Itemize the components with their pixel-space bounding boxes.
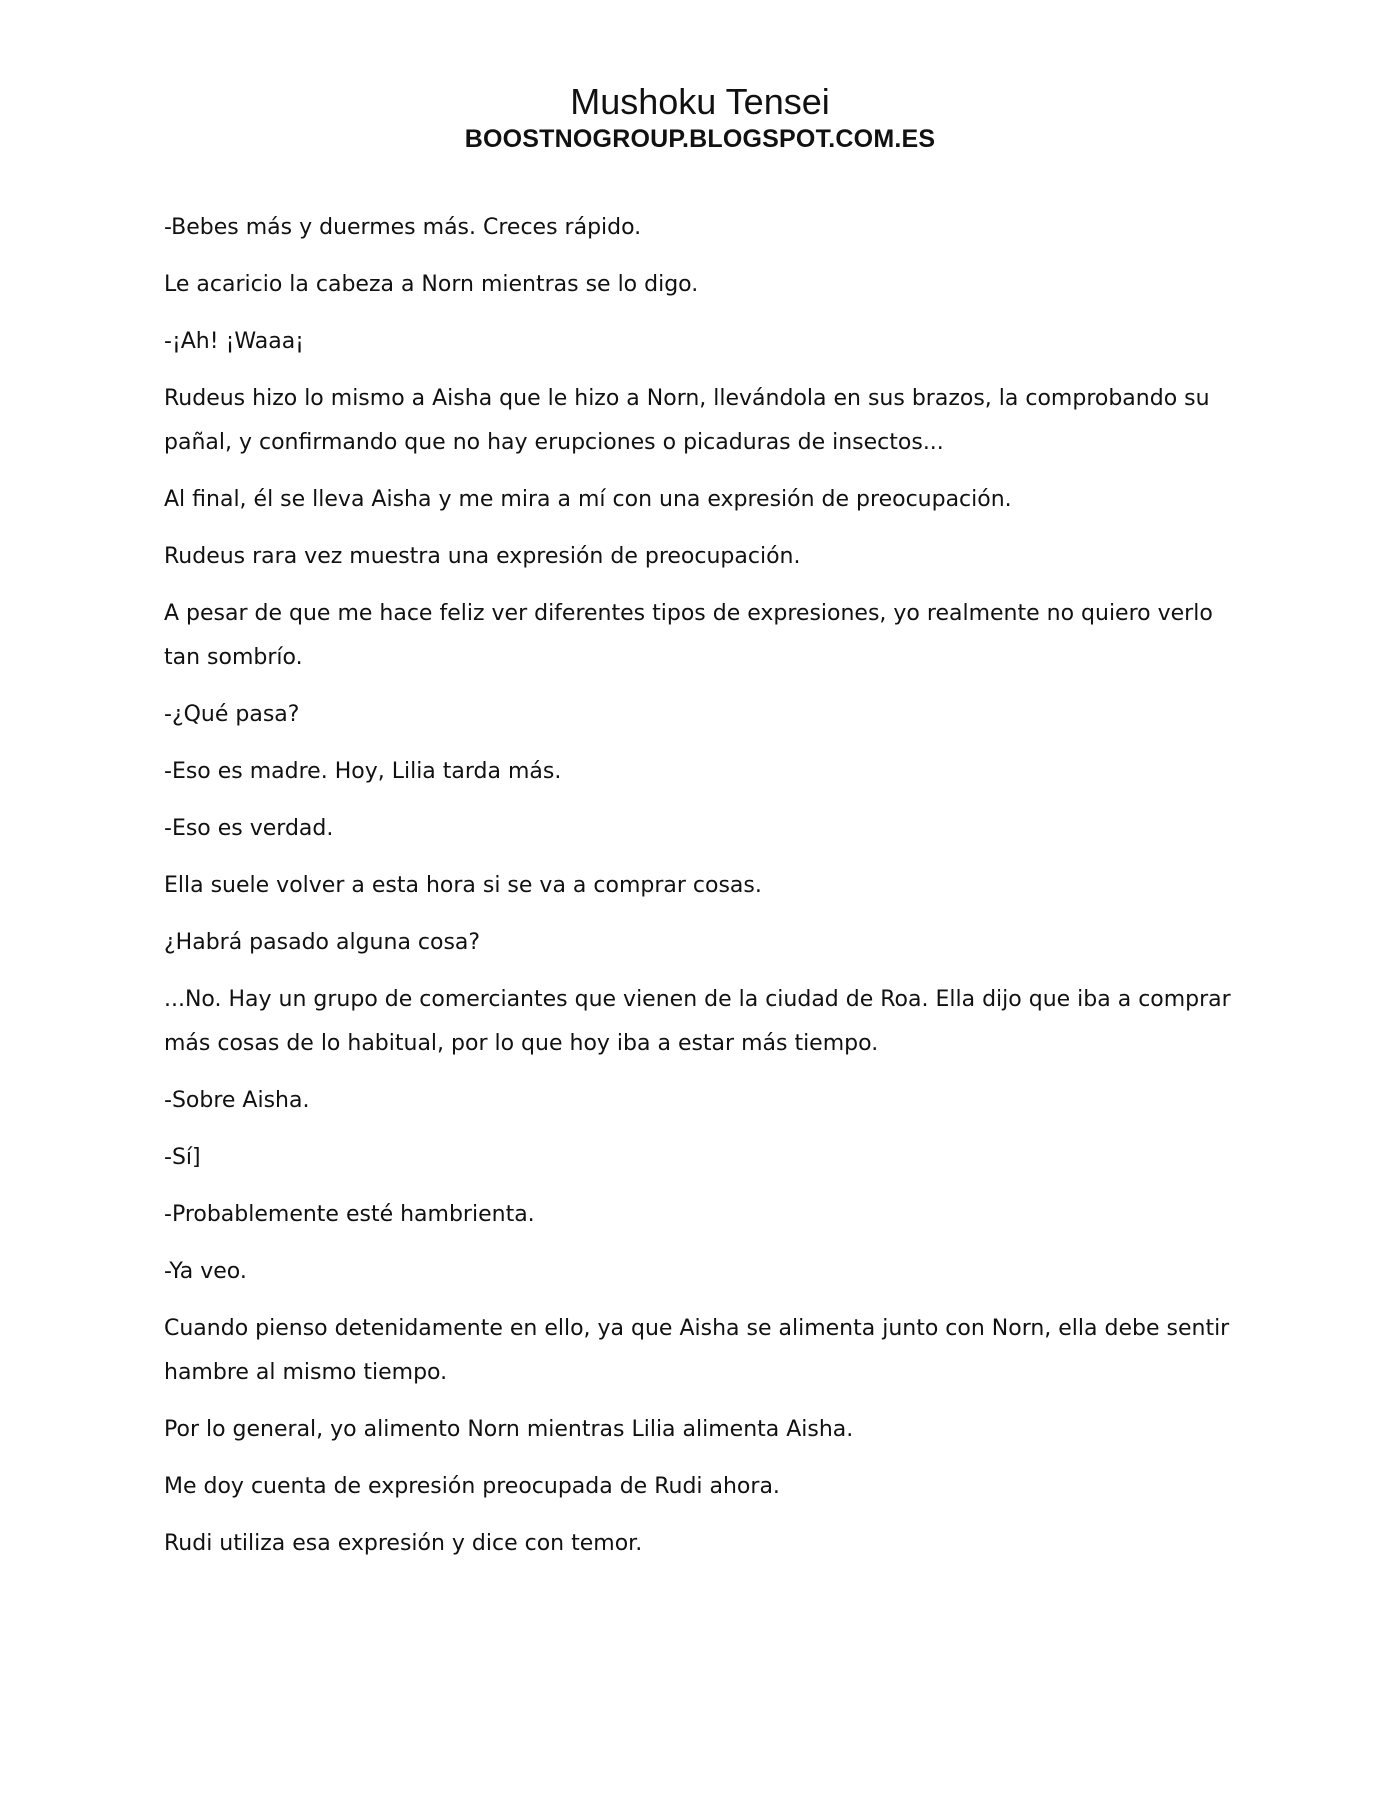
paragraph: Rudi utiliza esa expresión y dice con temor. (164, 1531, 643, 1556)
paragraph: -Ya veo. (164, 1259, 247, 1284)
paragraph: -Eso es verdad. (164, 816, 334, 841)
document-body (164, 206, 1244, 1579)
paragraph: -Bebes más y duermes más. Creces rápido. (164, 215, 642, 240)
paragraph: Rudeus rara vez muestra una expresión de preocupación. (164, 544, 801, 569)
paragraph: -Eso es madre. Hoy, Lilia tarda más. (164, 759, 562, 784)
paragraph: -Sobre Aisha. (164, 1088, 310, 1113)
paragraph: Me doy cuenta de expresión preocupada de Rudi ahora. (164, 1474, 780, 1499)
paragraph: A pesar de que me hace feliz ver diferentes tipos de expresiones, yo realmente no quiero verlo tan sombrío. (164, 601, 1213, 670)
paragraph: -Sí] (164, 1145, 201, 1170)
site-url: BOOSTNOGROUP.BLOGSPOT.COM.ES (464, 125, 936, 153)
paragraph: Le acaricio la cabeza a Norn mientras se lo digo. (164, 272, 699, 297)
paragraph: Por lo general, yo alimento Norn mientras Lilia alimenta Aisha. (164, 1417, 854, 1442)
paragraph: Ella suele volver a esta hora si se va a comprar cosas. (164, 873, 762, 898)
paragraph: Al final, él se lleva Aisha y me mira a mí con una expresión de preocupación. (164, 487, 1012, 512)
paragraph: ¿Habrá pasado alguna cosa? (164, 930, 481, 955)
paragraph: Cuando pienso detenidamente en ello, ya que Aisha se alimenta junto con Norn, ella debe sentir hambre al mismo tiempo. (164, 1316, 1230, 1385)
paragraph: -¡Ah! ¡Waaa¡ (164, 329, 304, 354)
paragraph: -¿Qué pasa? (164, 702, 300, 727)
paragraph: -Probablemente esté hambrienta. (164, 1202, 535, 1227)
page-title: Mushoku Tensei (570, 81, 830, 122)
paragraph: Rudeus hizo lo mismo a Aisha que le hizo a Norn, llevándola en sus brazos, la comprobando su pañal, y confirmando que no hay erupciones o picaduras de insectos... (164, 386, 1210, 455)
page-header (0, 80, 1400, 154)
paragraph: ...No. Hay un grupo de comerciantes que vienen de la ciudad de Roa. Ella dijo que iba a comprar más cosas de lo habitual, por lo que hoy iba a estar más tiempo. (164, 987, 1231, 1056)
